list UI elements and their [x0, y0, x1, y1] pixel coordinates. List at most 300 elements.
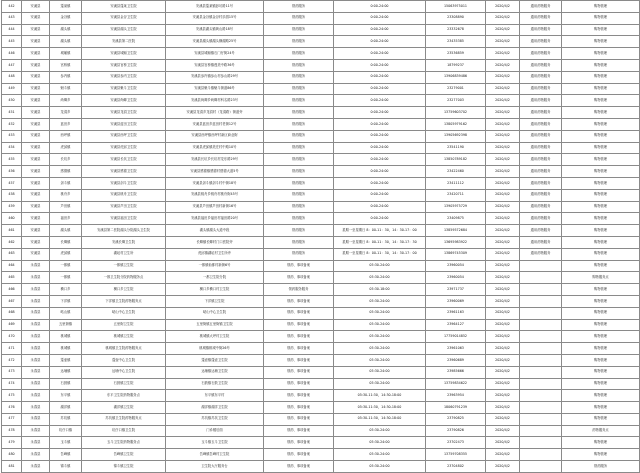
note-cell: 购物管理 — [562, 154, 640, 166]
row-number-cell: 480 — [2, 449, 22, 461]
row-number-cell: 462 — [2, 236, 22, 248]
date-cell: 2020/4/2 — [486, 59, 520, 71]
service-cell: 领药服务 — [264, 71, 334, 83]
date-cell: 2020/4/2 — [486, 284, 520, 296]
note-cell: 购物管理 — [562, 307, 640, 319]
note-cell: 购物管理 — [562, 390, 640, 402]
phone-cell: 23536859 — [426, 48, 486, 60]
date-cell: 2020/4/2 — [486, 378, 520, 390]
town-cell: 湖洋镇 — [50, 402, 82, 414]
phone-cell: 23790826 — [426, 425, 486, 437]
row-number-cell: 451 — [2, 107, 22, 119]
address-cell: 石鼓镇石鼓卫生院 — [166, 378, 264, 390]
table-row — [2, 142, 640, 154]
town-cell: 虎邱镇 — [50, 248, 82, 260]
row-number-cell: 449 — [2, 83, 22, 95]
row-number-cell: 460 — [2, 213, 22, 225]
date-cell: 2020/4/2 — [486, 343, 520, 355]
table-row — [2, 272, 640, 284]
phone-cell: 23961163 — [426, 307, 486, 319]
town-cell: 蓬壶镇 — [50, 354, 82, 366]
hours-cell: 星期一至星期日 8：00-11：30，14：30-17：30 — [334, 236, 426, 248]
county-cell: 永春县 — [22, 331, 50, 343]
institution-cell: 玉斗卫生院药物服务点 — [82, 437, 166, 449]
phone-cell: 23702473 — [426, 437, 486, 449]
hours-cell: 星期一至星期日 8：00-11：30，14：30-17：00 — [334, 248, 426, 260]
category-cell: 通用药物服务 — [520, 59, 562, 71]
county-cell: 安溪县 — [22, 177, 50, 189]
county-cell: 安溪县 — [22, 71, 50, 83]
row-number-cell: 468 — [2, 307, 22, 319]
row-number-cell: 471 — [2, 343, 22, 355]
note-cell: 购物管理 — [562, 331, 640, 343]
note-cell: 购物管理 — [562, 189, 640, 201]
phone-cell: 23971737 — [426, 284, 486, 296]
hours-cell: 05:30-24:00 — [334, 260, 426, 272]
table-row — [2, 24, 640, 36]
date-cell: 2020/4/2 — [486, 461, 520, 473]
row-number-cell: 450 — [2, 95, 22, 107]
service-cell: 领药服务 — [264, 24, 334, 36]
town-cell: 金谷镇 — [50, 12, 82, 24]
institution-cell: 一都卫生院分院药物服务点 — [82, 272, 166, 284]
note-cell: 购物管理 — [562, 284, 640, 296]
address-cell: 达埔镇达埔卫生院 — [166, 366, 264, 378]
note-cell: 购物管理 — [562, 260, 640, 272]
table-row — [2, 107, 640, 119]
address-cell: 安溪县尚卿乡尚卿村科名路23号 — [166, 95, 264, 107]
county-cell: 安溪县 — [22, 201, 50, 213]
table-row — [2, 48, 640, 60]
county-cell: 安溪县 — [22, 166, 50, 178]
town-cell: 龙涓乡 — [50, 107, 82, 119]
category-cell: 通用药物服务 — [520, 189, 562, 201]
table-body — [2, 1, 640, 473]
note-cell: 购物管理 — [562, 437, 640, 449]
phone-cell: 23411112 — [426, 177, 486, 189]
town-cell: 湖头镇 — [50, 24, 82, 36]
phone-cell: 23985666 — [426, 366, 486, 378]
service-cell: 领药、事项备案 — [264, 378, 334, 390]
service-cell: 领药服务服务 — [264, 284, 334, 296]
date-cell: 2020/4/2 — [486, 331, 520, 343]
address-cell: 横口乡横口村卫生院 — [166, 284, 264, 296]
category-cell: 通用药物服务 — [520, 48, 562, 60]
table-row — [2, 177, 640, 189]
town-cell: 魁斗镇 — [50, 83, 82, 95]
county-cell: 永春县 — [22, 402, 50, 414]
date-cell: 2020/4/2 — [486, 248, 520, 260]
row-number-cell: 475 — [2, 390, 22, 402]
category-cell: 通用药物服务 — [520, 213, 562, 225]
county-cell: 永春县 — [22, 319, 50, 331]
institution-cell: 安溪县城厢卫生院 — [82, 48, 166, 60]
note-cell: 购物管理 — [562, 319, 640, 331]
category-cell — [520, 437, 562, 449]
county-cell: 安溪县 — [22, 236, 50, 248]
note-cell: 购物管理 — [562, 166, 640, 178]
note-cell: 购物管理 — [562, 71, 640, 83]
row-number-cell: 444 — [2, 24, 22, 36]
service-cell: 领药服务 — [264, 189, 334, 201]
phone-cell: 23963954 — [426, 390, 486, 402]
date-cell: 2020/4/2 — [486, 36, 520, 48]
hours-cell: 0:00-24:00 — [334, 1, 426, 13]
phone-cell: 23960054 — [426, 272, 486, 284]
county-cell: 永春县 — [22, 272, 50, 284]
service-cell: 领药服务 — [264, 177, 334, 189]
table-row — [2, 295, 640, 307]
category-cell — [520, 413, 562, 425]
note-cell: 购物管理 — [562, 449, 640, 461]
institution-cell: 苏坑镇卫生院药物服务点 — [82, 413, 166, 425]
county-cell: 安溪县 — [22, 24, 50, 36]
service-cell: 领药服务 — [264, 83, 334, 95]
hours-cell: 0:00-24:00 — [334, 71, 426, 83]
service-cell: 领药服务 — [264, 166, 334, 178]
note-cell: 购物管理 — [562, 378, 640, 390]
hours-cell: 05:30-24:00 — [334, 272, 426, 284]
address-cell: 安溪县金谷镇金谷村乐园15号 — [166, 12, 264, 24]
hours-cell: 05:30-24:00 — [334, 354, 426, 366]
row-number-cell: 453 — [2, 130, 22, 142]
category-cell — [520, 378, 562, 390]
category-cell: 通用药物服务 — [520, 166, 562, 178]
row-number-cell: 470 — [2, 331, 22, 343]
service-cell: 领药、事项备案 — [264, 343, 334, 355]
note-cell: 购物管理 — [562, 213, 640, 225]
table-row — [2, 71, 640, 83]
service-cell: 领药服务 — [264, 48, 334, 60]
institution-cell: 安溪县尚卿卫生院 — [82, 95, 166, 107]
address-cell: 虎邱镇湖坵村卫生所旁 — [166, 248, 264, 260]
hours-cell: 05:30-18:00 — [334, 284, 426, 296]
institution-cell: 安溪县桃舟卫生院 — [82, 189, 166, 201]
table-row — [2, 366, 640, 378]
row-number-cell: 459 — [2, 201, 22, 213]
institution-cell: 安溪县蓝田卫生院 — [82, 118, 166, 130]
service-cell: 领药服务 — [264, 1, 334, 13]
service-cell: 领药服务 — [264, 12, 334, 24]
county-cell: 永春县 — [22, 295, 50, 307]
note-cell: 购物管理 — [562, 83, 640, 95]
service-cell: 领药服务 — [264, 59, 334, 71]
hours-cell: 05:30-24:00 — [334, 343, 426, 355]
date-cell: 2020/4/2 — [486, 295, 520, 307]
town-cell: 桃舟乡 — [50, 189, 82, 201]
category-cell: 通用药物服务 — [520, 118, 562, 130]
county-cell: 永春县 — [22, 437, 50, 449]
table-row — [2, 284, 640, 296]
note-cell: 购物管理 — [562, 24, 640, 36]
address-cell: 湖头镇湖头大道中段 — [166, 225, 264, 237]
category-cell: 通用药物服务 — [520, 225, 562, 237]
phone-cell: 13695983922 — [426, 236, 486, 248]
row-number-cell: 452 — [2, 118, 22, 130]
date-cell: 2020/4/2 — [486, 225, 520, 237]
town-cell: 东平镇 — [50, 390, 82, 402]
note-cell: 购物管理 — [562, 177, 640, 189]
category-cell: 通用药物服务 — [520, 83, 562, 95]
category-cell: 通用药物服务 — [520, 71, 562, 83]
category-cell: 通用药物服务 — [520, 36, 562, 48]
category-cell — [520, 343, 562, 355]
address-cell: 门诊楼后面 — [166, 425, 264, 437]
county-cell: 安溪县 — [22, 225, 50, 237]
phone-cell: 23422460 — [426, 166, 486, 178]
service-cell: 领药服务 — [264, 225, 334, 237]
note-cell: 购物管理 — [562, 36, 640, 48]
note-cell: 购物管理 — [562, 413, 640, 425]
table-row — [2, 225, 640, 237]
address-cell: 安溪县湖头镇湖头横湖路25号 — [166, 36, 264, 48]
phone-cell: 23420711 — [426, 189, 486, 201]
date-cell: 2020/4/2 — [486, 319, 520, 331]
date-cell: 2020/4/2 — [486, 142, 520, 154]
hours-cell: 0:00-24:00 — [334, 12, 426, 24]
phone-cell: 23277003 — [426, 95, 486, 107]
table-row — [2, 402, 640, 414]
date-cell: 2020/4/2 — [486, 272, 520, 284]
note-cell: 购物管理 — [562, 95, 640, 107]
row-number-cell: 479 — [2, 437, 22, 449]
table-row — [2, 36, 640, 48]
table-row — [2, 12, 640, 24]
institution-cell: 安溪县福田卫生院 — [82, 213, 166, 225]
institution-cell: 达埔中心卫生院 — [82, 366, 166, 378]
county-cell: 安溪县 — [22, 107, 50, 119]
phone-cell: 23409875 — [426, 213, 486, 225]
service-cell: 领药服务 — [264, 36, 334, 48]
row-number-cell: 456 — [2, 166, 22, 178]
table-row — [2, 354, 640, 366]
county-cell: 安溪县 — [22, 248, 50, 260]
county-cell: 永春县 — [22, 307, 50, 319]
town-cell: 虎邱镇 — [50, 142, 82, 154]
category-cell — [520, 354, 562, 366]
category-cell: 通用药物服务 — [520, 95, 562, 107]
category-cell — [520, 272, 562, 284]
town-cell: 岵山镇 — [50, 307, 82, 319]
date-cell: 2020/4/2 — [486, 260, 520, 272]
service-cell: 领药、事项备案 — [264, 260, 334, 272]
hours-cell: 05:30-24:00 — [334, 295, 426, 307]
service-cell: 领药、事项备案 — [264, 413, 334, 425]
address-cell: 五里街镇五里街镇卫生院 — [166, 319, 264, 331]
county-cell: 安溪县 — [22, 48, 50, 60]
category-cell — [520, 284, 562, 296]
table-row — [2, 59, 640, 71]
address-cell: 桃城镇大坪村卫生院 — [166, 331, 264, 343]
service-cell: 领药服务 — [264, 213, 334, 225]
row-number-cell: 463 — [2, 248, 22, 260]
hours-cell: 0:00-24:00 — [334, 118, 426, 130]
category-cell — [520, 461, 562, 473]
town-cell: 蓝田乡 — [50, 118, 82, 130]
table-row — [2, 248, 640, 260]
hours-cell: 0:00-24:00 — [334, 59, 426, 71]
table-row — [2, 83, 640, 95]
town-cell: 达埔镇 — [50, 366, 82, 378]
note-cell: 购物管理 — [562, 48, 640, 60]
service-cell: 领药、事项备案 — [264, 272, 334, 284]
hours-cell: 05:30-24:00 — [334, 449, 426, 461]
town-cell: 桃城镇 — [50, 331, 82, 343]
note-cell: 购物管理 — [562, 1, 640, 13]
table-row — [2, 166, 640, 178]
institution-cell: 湖洋镇卫生院 — [82, 402, 166, 414]
data-table — [1, 0, 640, 473]
table-row — [2, 378, 640, 390]
town-cell: 西坪镇 — [50, 130, 82, 142]
institution-cell: 安溪县官桥卫生院 — [82, 59, 166, 71]
institution-cell: 下洋镇卫生院药物服务点 — [82, 295, 166, 307]
service-cell: 领药、事项备案 — [264, 331, 334, 343]
hours-cell: 0:00-24:00 — [334, 201, 426, 213]
date-cell: 2020/4/2 — [486, 402, 520, 414]
address-cell: 蓬壶镇蓬壶卫生院 — [166, 354, 264, 366]
service-cell: 领药、事项备案 — [264, 461, 334, 473]
county-cell: 安溪县 — [22, 142, 50, 154]
phone-cell: 23435385 — [426, 36, 486, 48]
service-cell: 领药、事项备案 — [264, 307, 334, 319]
table-row — [2, 1, 640, 13]
county-cell: 永春县 — [22, 413, 50, 425]
county-cell: 永春县 — [22, 425, 50, 437]
row-number-cell: 477 — [2, 413, 22, 425]
row-number-cell: 454 — [2, 142, 22, 154]
institution-cell: 横口乡卫生院 — [82, 284, 166, 296]
phone-cell: 23960069 — [426, 295, 486, 307]
institution-cell: 安溪县虎邱卫生院 — [82, 142, 166, 154]
address-cell: 安溪县桃舟乡桃舟村桃舟街45号 — [166, 189, 264, 201]
county-cell: 永春县 — [22, 354, 50, 366]
town-cell: 一都镇 — [50, 260, 82, 272]
category-cell: 通用药物服务 — [520, 201, 562, 213]
institution-cell: 蓬壶中心卫生院 — [82, 354, 166, 366]
town-cell: 坑仔口镇 — [50, 425, 82, 437]
note-cell: 购物管理 — [562, 402, 640, 414]
hours-cell: 星期一至星期日 8：00-11：30，14：30-17：00 — [334, 225, 426, 237]
category-cell: 通用药物服务 — [520, 24, 562, 36]
note-cell: 购物管理 — [562, 225, 640, 237]
service-cell: 领药、事项备案 — [264, 402, 334, 414]
town-cell: 参内镇 — [50, 71, 82, 83]
address-cell: 安溪县福田乡福田村福田路20号 — [166, 213, 264, 225]
hours-cell: 0:00-24:00 — [334, 166, 426, 178]
note-cell: 领药服务 — [562, 461, 640, 473]
date-cell: 2020/4/2 — [486, 130, 520, 142]
table-row — [2, 130, 640, 142]
row-number-cell: 478 — [2, 425, 22, 437]
address-cell: 安溪县参内镇参山村参山路29号 — [166, 71, 264, 83]
institution-cell: 五里街卫生院 — [82, 319, 166, 331]
hours-cell: 05:30-24:00 — [334, 425, 426, 437]
service-cell: 领药服务 — [264, 107, 334, 119]
address-cell: 湖洋镇湖洋卫生院 — [166, 402, 264, 414]
county-cell: 永春县 — [22, 366, 50, 378]
service-cell: 领药、事项备案 — [264, 390, 334, 402]
institution-cell: 石鼓镇卫生院 — [82, 378, 166, 390]
table-row — [2, 437, 640, 449]
service-cell: 领药服务 — [264, 201, 334, 213]
category-cell — [520, 366, 562, 378]
county-cell: 安溪县 — [22, 130, 50, 142]
address-cell: 安溪县芦田镇芦田村新街16号 — [166, 201, 264, 213]
note-cell: 购物管理 — [562, 142, 640, 154]
date-cell: 2020/4/2 — [486, 166, 520, 178]
table-row — [2, 390, 640, 402]
date-cell: 2020/4/2 — [486, 24, 520, 36]
hours-cell: 05:30-24:00 — [334, 437, 426, 449]
table-row — [2, 260, 640, 272]
town-cell: 湖头镇 — [50, 225, 82, 237]
row-number-cell: 464 — [2, 260, 22, 272]
address-cell: 安溪县长坑乡长坑村龙东路29号 — [166, 154, 264, 166]
date-cell: 2020/4/2 — [486, 425, 520, 437]
institution-cell: 桃城镇卫生院药物服务点 — [82, 343, 166, 355]
phone-cell: 13869745309 — [426, 248, 486, 260]
phone-cell: 17759014852 — [426, 331, 486, 343]
town-cell: 玉斗镇 — [50, 437, 82, 449]
phone-cell: 18060791239 — [426, 402, 486, 414]
institution-cell: 锦斗镇卫生院 — [82, 461, 166, 473]
hours-cell: 05:30-11:30，14:30-18:00 — [334, 413, 426, 425]
address-cell: 安溪县官桥镇莲美中路36号 — [166, 59, 264, 71]
phone-cell: 13759708355 — [426, 449, 486, 461]
phone-cell: 18799237 — [426, 59, 486, 71]
category-cell — [520, 260, 562, 272]
date-cell: 2020/4/2 — [486, 118, 520, 130]
table-row — [2, 213, 640, 225]
table-row — [2, 343, 640, 355]
address-cell: 一都卫生院分院 — [166, 272, 264, 284]
town-cell: 湖头镇 — [50, 36, 82, 48]
row-number-cell: 481 — [2, 461, 22, 473]
phone-cell: 13805979162 — [426, 118, 486, 130]
hours-cell: 05:30-11:30，14:30-18:00 — [334, 402, 426, 414]
date-cell: 2020/4/2 — [486, 107, 520, 119]
note-cell: 购物管理 — [562, 201, 640, 213]
service-cell: 领药、事项备案 — [264, 366, 334, 378]
category-cell: 通用药物服务 — [520, 142, 562, 154]
hours-cell: 05:30-24:00 — [334, 319, 426, 331]
table-row — [2, 449, 640, 461]
county-cell: 安溪县 — [22, 83, 50, 95]
date-cell: 2020/4/2 — [486, 95, 520, 107]
town-cell: 官桥镇 — [50, 59, 82, 71]
table-row — [2, 461, 640, 473]
address-cell: 安溪县龙涓乡龙涓村（龙涓路）街道旁 — [166, 107, 264, 119]
row-number-cell: 467 — [2, 295, 22, 307]
date-cell: 2020/4/2 — [486, 390, 520, 402]
date-cell: 2020/4/2 — [486, 236, 520, 248]
county-cell: 永春县 — [22, 461, 50, 473]
address-cell: 东平镇东平村 — [166, 390, 264, 402]
row-number-cell: 448 — [2, 71, 22, 83]
phone-cell: 23332678 — [426, 24, 486, 36]
address-cell: 一都镇仙都村新街6号 — [166, 260, 264, 272]
institution-cell: 安溪县蓬莱卫生院 — [82, 1, 166, 13]
county-cell: 永春县 — [22, 449, 50, 461]
category-cell — [520, 449, 562, 461]
table-row — [2, 154, 640, 166]
hours-cell: 05:30-24:00 — [334, 307, 426, 319]
table-row — [2, 319, 640, 331]
category-cell — [520, 295, 562, 307]
row-number-cell: 446 — [2, 48, 22, 60]
date-cell: 2020/4/2 — [486, 449, 520, 461]
